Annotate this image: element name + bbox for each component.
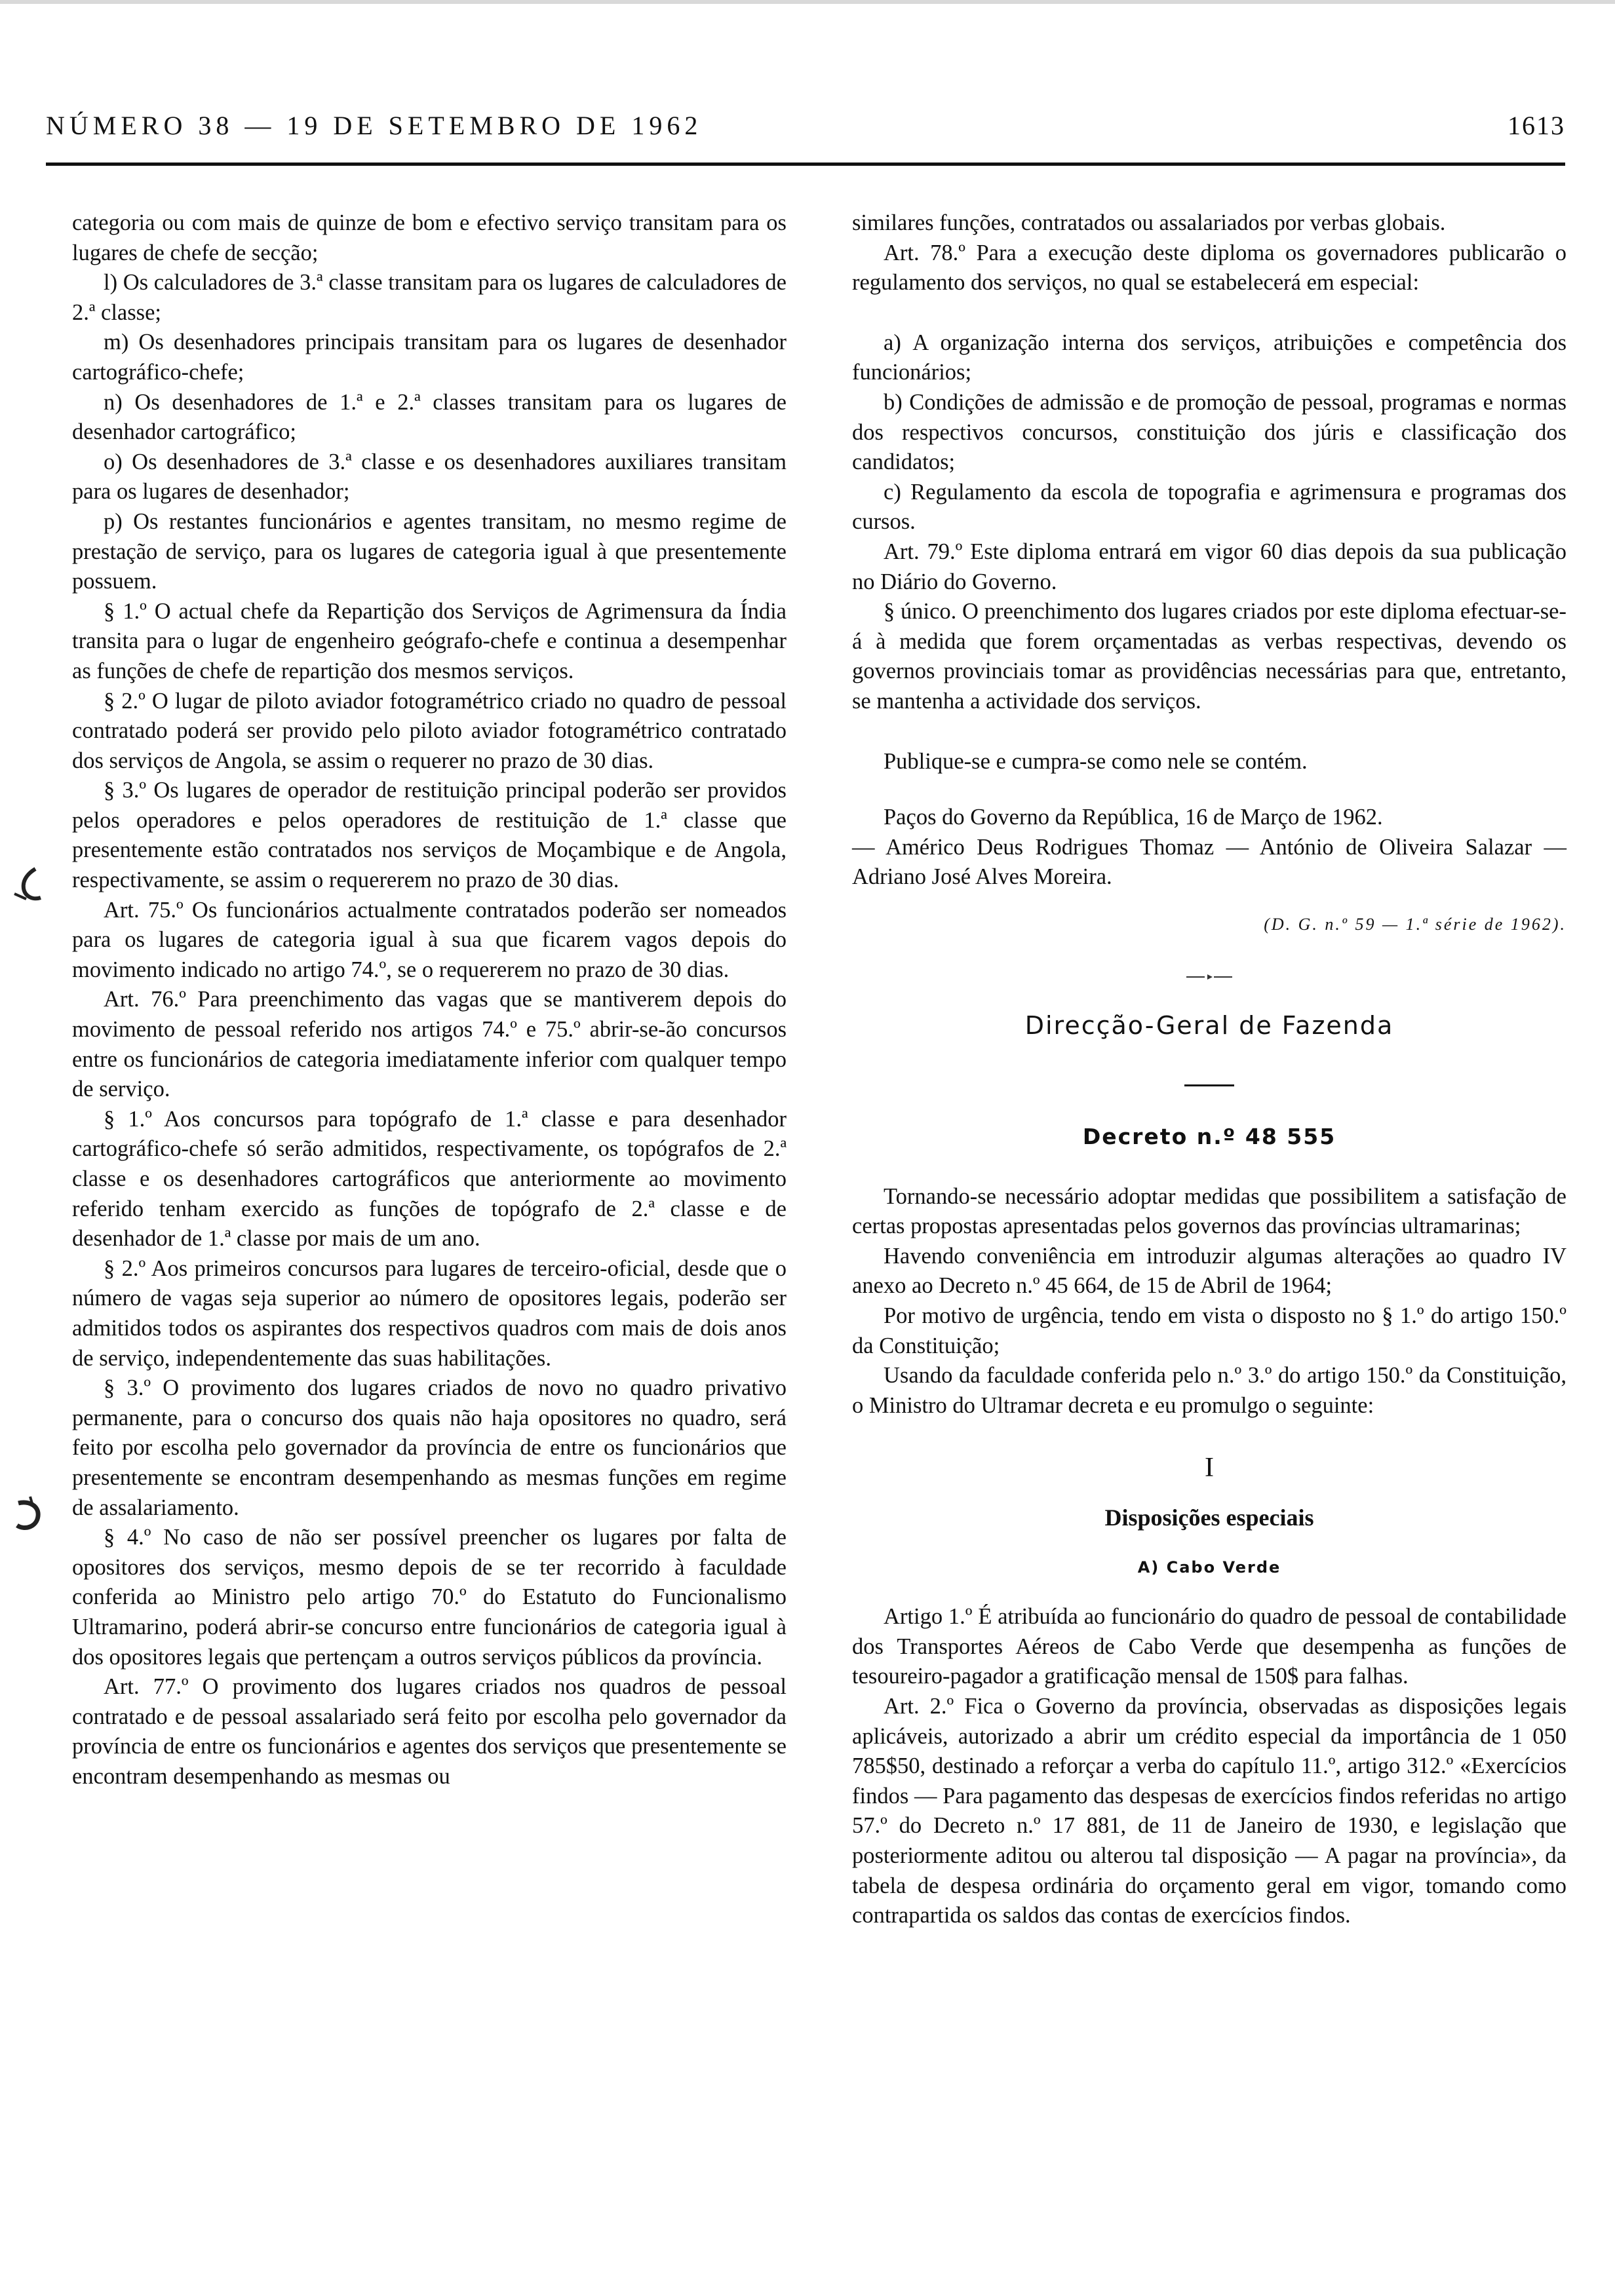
paragraph: similares funções, contratados ou assalariados por verbas globais.	[852, 210, 1446, 235]
short-divider	[1184, 1084, 1234, 1086]
article-paragraph: Art. 2.º Fica o Governo da província, observadas as disposições legais aplicáveis, autorizado a abrir um crédito especial da importância de 1 050 785$50, destinado a reforçar a verba do capítulo 11.º, artigo 312.º «Exercícios findos — Para pagamento das despesas de exercícios findos referidas no artigo 57.º do Decreto n.º 17 881, de 11 de Janeiro de 1930, e legislação que posteriormente aditou ou alterou tal disposição — A pagar na província», da tabela de despesa ordinária do orçamento geral em vigor, tomando como contrapartida os saldos das contas de exercícios findos.	[852, 1693, 1566, 1928]
list-item: a) A organização interna dos serviços, atribuições e competência dos funcionários;	[852, 330, 1566, 385]
page-header	[46, 110, 1565, 149]
signature-place: Paços do Governo da República, 16 de Março de 1962.	[884, 805, 1383, 830]
preamble-paragraph: Havendo conveniência em introduzir algumas alterações ao quadro IV anexo ao Decreto n.º 45 664, de 15 de Abril de 1964;	[852, 1243, 1566, 1299]
margin-mark-icon	[9, 865, 49, 911]
paragraph: categoria ou com mais de quinze de bom e efectivo serviço transitam para os lugares de chefe de secção;	[72, 210, 787, 265]
left-column	[72, 208, 787, 1791]
preamble-paragraph: Tornando-se necessário adoptar medidas que possibilitem a satisfação de certas propostas apresentadas pelos governos das províncias ultramarinas;	[852, 1183, 1566, 1239]
signatories: — Américo Deus Rodrigues Thomaz — António de Oliveira Salazar — Adriano José Alves Moreira.	[852, 834, 1566, 890]
preamble-paragraph: Usando da faculdade conferida pelo n.º 3.º do artigo 150.º da Constituição, o Ministro do Ultramar decreta e eu promulgo o seguinte:	[852, 1363, 1566, 1418]
paragraph: m) Os desenhadores principais transitam para os lugares de desenhador cartográfico-chefe;	[72, 330, 787, 385]
paragraph: n) Os desenhadores de 1.ª e 2.ª classes transitam para os lugares de desenhador cartográfico;	[72, 389, 787, 445]
section-number: I	[1205, 1453, 1214, 1483]
publication-reference: (D. G. n.º 59 — 1.ª série de 1962).	[1264, 914, 1566, 934]
issue-line: NÚMERO 38 — 19 DE SETEMBRO DE 1962	[46, 111, 703, 140]
subsection-title: A) Cabo Verde	[1137, 1558, 1281, 1577]
paragraph: Art. 76.º Para preenchimento das vagas que se mantiverem depois do movimento de pessoal referido nos artigos 74.º e 75.º abrir-se-ão concursos entre os funcionários de categoria imediatamente inferior com qualquer tempo de serviço.	[72, 987, 787, 1102]
department-title: Direcção-Geral de Fazenda	[1024, 1011, 1394, 1041]
paragraph: § 1.º Aos concursos para topógrafo de 1.ª classe e para desenhador cartográfico-chefe só serão admitidos, respectivamente, os topógrafos de 2.ª classe e os desenhadores cartográficos que anteriormente ao movimento referido tenham exercido as funções de topógrafo de 2.ª classe e de desenhador de 1.ª classe por mais de um ano.	[72, 1106, 787, 1252]
paragraph: Art. 79.º Este diploma entrará em vigor 60 dias depois da sua publicação no Diário do Governo.	[852, 539, 1566, 594]
page-number: 1613	[1508, 111, 1565, 140]
paragraph: § 4.º No caso de não ser possível preencher os lugares por falta de opositores dos serviços, mesmo depois de se ter recorrido à faculdade conferida ao Ministro pelo artigo 70.º do Estatuto do Funcionalismo Ultramarino, poderá abrir-se concurso entre funcionários de categoria igual à dos opositores legais que pertençam a outros serviços públicos da província.	[72, 1525, 787, 1670]
publish-formula: Publique-se e cumpra-se como nele se contém.	[884, 748, 1308, 774]
decree-title: Decreto n.º 48 555	[1082, 1124, 1336, 1150]
paragraph: § 2.º Aos primeiros concursos para lugares de terceiro-oficial, desde que o número de vagas seja superior ao número de opositores legais, poderão ser admitidos todos os aspirantes dos respectivos quadros com mais de dois anos de serviço, independentemente das suas habilitações.	[72, 1255, 787, 1371]
paragraph: Art. 75.º Os funcionários actualmente contratados poderão ser nomeados para os lugares de categoria igual à sua que ficarem vagos depois do movimento indicado no artigo 74.º, se o requererem no prazo de 30 dias.	[72, 897, 787, 982]
paragraph: § 3.º Os lugares de operador de restituição principal poderão ser providos pelos operadores e pelos operadores de restituição de 1.ª classe que presentemente estão contratados nos serviços de Moçambique e de Angola, respectivamente, se assim o requererem no prazo de 30 dias.	[72, 778, 787, 893]
paragraph: § 2.º O lugar de piloto aviador fotogramétrico criado no quadro de pessoal contratado poderá ser provido pelo piloto aviador fotogramétrico contratado dos serviços de Angola, se assim o requerer no prazo de 30 dias.	[72, 688, 787, 773]
margin-mark-icon	[10, 1494, 50, 1540]
ornament-icon	[1186, 972, 1232, 982]
header-rule	[46, 163, 1565, 166]
paragraph: Art. 78.º Para a execução deste diploma os governadores publicarão o regulamento dos serviços, no qual se estabelecerá em especial:	[852, 240, 1566, 296]
list-item: b) Condições de admissão e de promoção de pessoal, programas e normas dos respectivos concursos, constituição dos júris e classificação dos candidatos;	[852, 389, 1566, 475]
scan-edge	[0, 0, 1615, 4]
section-title: Disposições especiais	[1104, 1504, 1314, 1531]
right-column	[852, 208, 1566, 1931]
article-paragraph: Artigo 1.º É atribuída ao funcionário do quadro de pessoal de contabilidade dos Transportes Aéreos de Cabo Verde que desempenha as funções de tesoureiro-pagador a gratificação mensal de 150$ para falhas.	[852, 1604, 1566, 1689]
paragraph: § 1.º O actual chefe da Repartição dos Serviços de Agrimensura da Índia transita para o lugar de engenheiro geógrafo-chefe e continua a desempenhar as funções de chefe de repartição dos mesmos serviços.	[72, 598, 787, 683]
paragraph: p) Os restantes funcionários e agentes transitam, no mesmo regime de prestação de serviço, para os lugares de categoria igual à que presentemente possuem.	[72, 508, 787, 594]
paragraph: Art. 77.º O provimento dos lugares criados nos quadros de pessoal contratado e de pessoal assalariado será feito por escolha pelo governador da província de entre os funcionários e agentes dos serviços que presentemente se encontram desempenhando as mesmas ou	[72, 1674, 787, 1789]
section-ornament	[852, 963, 1566, 976]
paragraph: § 3.º O provimento dos lugares criados de novo no quadro privativo permanente, para o concurso dos quais não haja opositores no quadro, será feito por escolha pelo governador da província de entre os funcionários que presentemente se encontram desempenhando as mesmas funções em regime de assalariamento.	[72, 1375, 787, 1520]
list-item: c) Regulamento da escola de topografia e agrimensura e programas dos cursos.	[852, 479, 1566, 535]
paragraph: o) Os desenhadores de 3.ª classe e os desenhadores auxiliares transitam para os lugares de desenhador;	[72, 449, 787, 505]
paragraph: § único. O preenchimento dos lugares criados por este diploma efectuar-se-á à medida que forem orçamentadas as verbas respectivas, devendo os governos provinciais tomar as providências necessárias para que, entretanto, se mantenha a actividade dos serviços.	[852, 599, 1566, 714]
paragraph: l) Os calculadores de 3.ª classe transitam para os lugares de calculadores de 2.ª classe;	[72, 270, 787, 325]
preamble-paragraph: Por motivo de urgência, tendo em vista o disposto no § 1.º do artigo 150.º da Constituição;	[852, 1303, 1566, 1358]
